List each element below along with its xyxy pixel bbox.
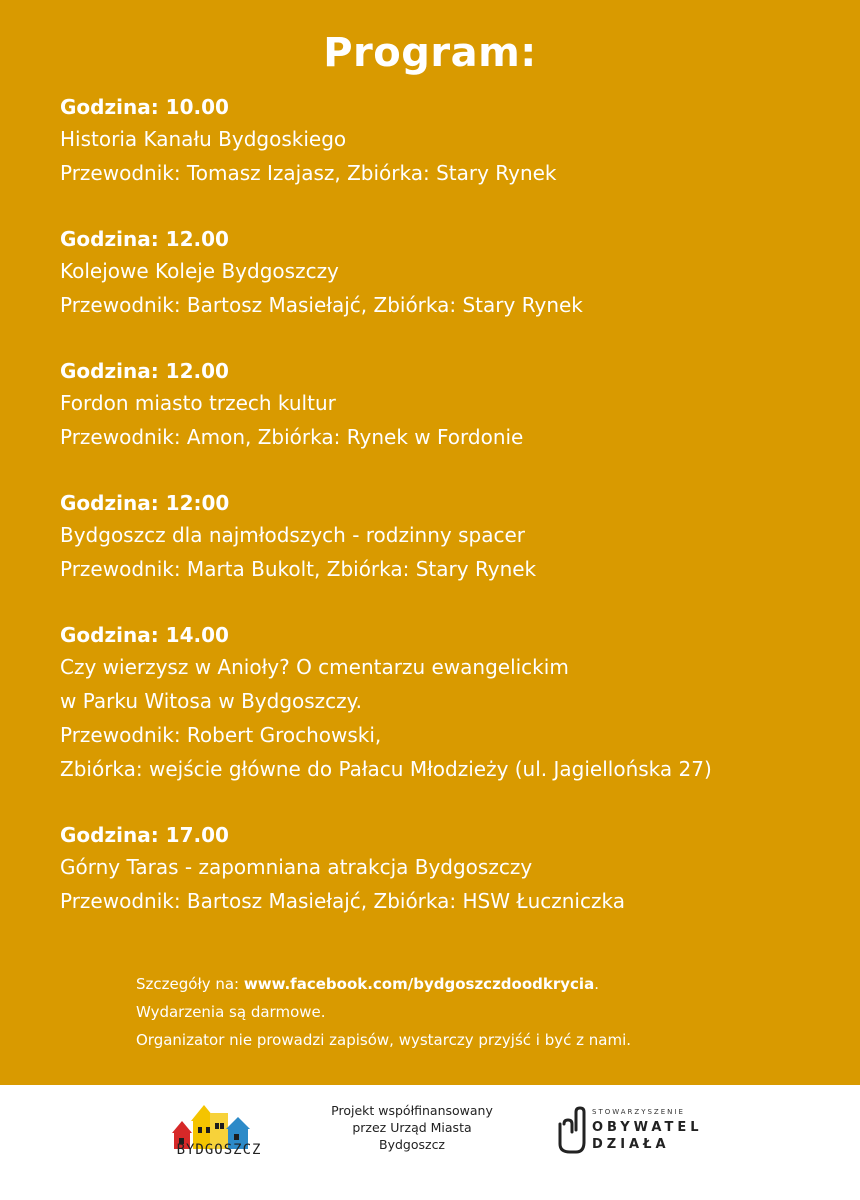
event-title-continuation: w Parku Witosa w Bydgoszczy. <box>60 689 363 713</box>
funding-line: Bydgoszcz <box>379 1137 445 1152</box>
event-time: Godzina: 12:00 <box>60 491 230 515</box>
event-time: Godzina: 14.00 <box>60 623 229 647</box>
blue-house-roof <box>226 1117 250 1129</box>
details-suffix: . <box>594 975 599 993</box>
bydgoszcz-logo-text: BYDGOSZCZ <box>176 1142 262 1158</box>
funding-line: przez Urząd Miasta <box>352 1120 472 1135</box>
event-item <box>60 356 830 454</box>
event-guide: Przewodnik: Robert Grochowski, <box>60 723 382 747</box>
event-title: Kolejowe Koleje Bydgoszczy <box>60 259 339 283</box>
funding-line: Projekt współfinansowany <box>331 1103 493 1118</box>
event-item <box>60 224 830 322</box>
event-item <box>60 620 830 786</box>
footer-notes <box>136 970 836 1054</box>
event-item <box>60 488 830 586</box>
event-time: Godzina: 10.00 <box>60 95 229 119</box>
event-guide-meeting: Przewodnik: Bartosz Masiełajć, Zbiórka: Stary Rynek <box>60 293 583 317</box>
red-house-roof <box>172 1121 192 1133</box>
event-guide-meeting: Przewodnik: Tomasz Izajasz, Zbiórka: Stary Rynek <box>60 161 557 185</box>
event-title: Czy wierzysz w Anioły? O cmentarzu ewangelickim <box>60 655 569 679</box>
event-title: Górny Taras - zapomniana atrakcja Bydgoszczy <box>60 855 533 879</box>
event-guide-meeting: Przewodnik: Marta Bukolt, Zbiórka: Stary Rynek <box>60 557 537 581</box>
event-title: Fordon miasto trzech kultur <box>60 391 336 415</box>
facebook-link[interactable]: www.facebook.com/bydgoszczdoodkrycia <box>243 975 595 993</box>
association-name-2: DZIAŁA <box>592 1137 670 1152</box>
event-title: Historia Kanału Bydgoskiego <box>60 127 347 151</box>
event-guide-meeting: Przewodnik: Amon, Zbiórka: Rynek w Fordonie <box>60 425 524 449</box>
details-line <box>136 970 836 998</box>
event-item <box>60 92 830 190</box>
page-title: Program: <box>323 30 537 76</box>
registration-note: Organizator nie prowadzi zapisów, wystarczy przyjść i być z nami. <box>136 1031 632 1049</box>
event-item <box>60 820 830 918</box>
event-time: Godzina: 12.00 <box>60 359 229 383</box>
event-time: Godzina: 12.00 <box>60 227 229 251</box>
association-name-1: OBYWATEL <box>592 1120 703 1135</box>
details-prefix: Szczegóły na: <box>136 975 244 993</box>
event-meeting-point: Zbiórka: wejście główne do Pałacu Młodzieży (ul. Jagiellońska 27) <box>60 757 712 781</box>
free-events-note: Wydarzenia są darmowe. <box>136 1003 326 1021</box>
event-guide-meeting: Przewodnik: Bartosz Masiełajć, Zbiórka: HSW Łuczniczka <box>60 889 625 913</box>
association-label: STOWARZYSZENIE <box>592 1108 685 1116</box>
event-time: Godzina: 17.00 <box>60 823 229 847</box>
event-title: Bydgoszcz dla najmłodszych - rodzinny spacer <box>60 523 525 547</box>
event-list <box>60 92 830 952</box>
funding-note <box>312 1102 512 1153</box>
